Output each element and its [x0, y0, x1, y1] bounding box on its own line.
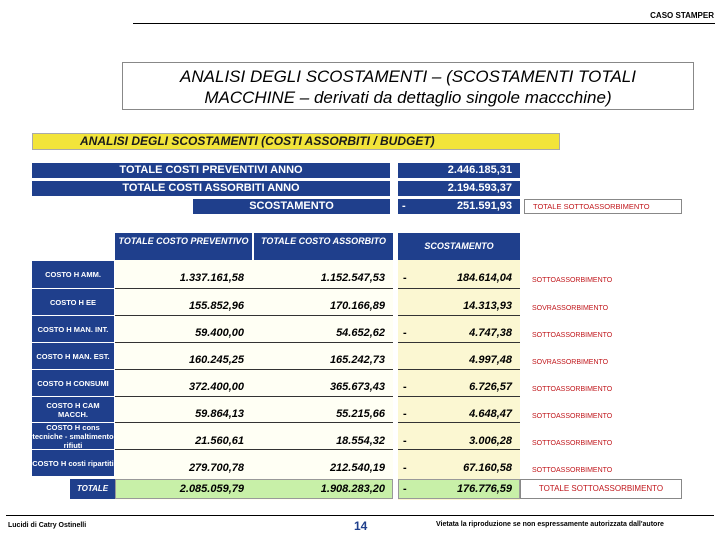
- row-label: COSTO H AMM.: [32, 261, 114, 288]
- row-divider: [115, 315, 393, 316]
- cell-assorbito: 170.166,89: [329, 300, 385, 312]
- row-divider: [115, 342, 393, 343]
- cell-assorbito: 1.152.547,53: [320, 272, 385, 284]
- col-header-preventivo: TOTALE COSTO PREVENTIVO: [115, 233, 252, 260]
- summary-scostamento-note: TOTALE SOTTOASSORBIMENTO: [524, 199, 682, 214]
- cell-scostamento: 14.313,93: [463, 300, 512, 312]
- cell-preventivo: 59.864,13: [195, 408, 244, 420]
- cell-sign: -: [403, 435, 407, 447]
- cell-preventivo: 160.245,25: [188, 354, 244, 366]
- cell-sign: -: [403, 327, 407, 339]
- footer-rule: [6, 515, 714, 516]
- cell-sign: -: [403, 408, 407, 420]
- cell-note: SOTTOASSORBIMENTO: [532, 467, 613, 474]
- cell-note: SOTTOASSORBIMENTO: [532, 332, 613, 339]
- cell-scostamento: 67.160,58: [463, 462, 512, 474]
- summary-scostamento-value-cell: [398, 199, 520, 214]
- row-divider: [398, 369, 520, 370]
- header-rule: [133, 23, 715, 24]
- cell-sign: -: [403, 272, 407, 284]
- cell-preventivo: 155.852,96: [188, 300, 244, 312]
- footer-author: Lucidi di Catry Ostinelli: [8, 522, 87, 529]
- col-header-assorbito: TOTALE COSTO ASSORBITO: [254, 233, 393, 260]
- row-divider: [398, 288, 520, 289]
- total-label: TOTALE: [70, 479, 115, 499]
- cell-scostamento: 4.997,48: [469, 354, 512, 366]
- cell-assorbito: 165.242,73: [329, 354, 385, 366]
- row-label: COSTO H EE: [32, 289, 114, 315]
- total-scostamento: 176.776,59: [456, 483, 512, 495]
- summary-assorbiti-value: 2.194.593,37: [398, 181, 520, 196]
- cell-sign: -: [403, 462, 407, 474]
- row-divider: [115, 369, 393, 370]
- cell-assorbito: 55.215,66: [336, 408, 385, 420]
- total-sign: -: [403, 483, 407, 495]
- summary-scostamento-label: SCOSTAMENTO: [193, 199, 390, 214]
- row-label: COSTO H MAN. INT.: [32, 316, 114, 342]
- footer-page-number: 14: [354, 519, 368, 533]
- cell-preventivo: 279.700,78: [188, 462, 244, 474]
- cell-preventivo: 1.337.161,58: [179, 272, 244, 284]
- row-label: COSTO H MAN. EST.: [32, 343, 114, 369]
- cell-scostamento: 6.726,57: [469, 381, 512, 393]
- cell-assorbito: 18.554,32: [336, 435, 385, 447]
- row-divider: [115, 288, 393, 289]
- cell-assorbito: 212.540,19: [329, 462, 385, 474]
- cell-note: SOTTOASSORBIMENTO: [532, 386, 613, 393]
- row-divider: [398, 342, 520, 343]
- row-divider: [398, 315, 520, 316]
- cell-assorbito: 54.652,62: [336, 327, 385, 339]
- cell-scostamento: 184.614,04: [456, 272, 512, 284]
- summary-scostamento-sign: -: [402, 200, 406, 212]
- cell-note: SOTTOASSORBIMENTO: [532, 413, 613, 420]
- cell-sign: -: [403, 381, 407, 393]
- slide-title: [122, 62, 694, 110]
- cell-note: SOVRASSORBIMENTO: [532, 359, 609, 366]
- cell-preventivo: 372.400,00: [188, 381, 244, 393]
- row-label: COSTO H cons tecniche - smaltimento rifiuti: [32, 422, 114, 450]
- row-divider: [398, 396, 520, 397]
- summary-scostamento-value: 251.591,93: [456, 200, 512, 212]
- cell-preventivo: 21.560,61: [195, 435, 244, 447]
- col-header-scostamento: SCOSTAMENTO: [398, 233, 520, 260]
- cell-preventivo: 59.400,00: [195, 327, 244, 339]
- row-label: COSTO H CAM MACCH.: [32, 397, 114, 422]
- row-label: COSTO H costi ripartiti: [32, 450, 114, 476]
- row-label: COSTO H CONSUMI: [32, 370, 114, 396]
- cell-scostamento: 4.648,47: [469, 408, 512, 420]
- cell-note: SOVRASSORBIMENTO: [532, 305, 609, 312]
- footer-copyright: Vietata la riproduzione se non espressamente autorizzata dall'autore: [436, 521, 664, 528]
- cell-assorbito: 365.673,43: [329, 381, 385, 393]
- title-line-2: MACCHINE – derivati da dettaglio singole maccchine): [204, 88, 612, 107]
- title-line-1: ANALISI DEGLI SCOSTAMENTI – (SCOSTAMENTI TOTALI: [180, 67, 636, 86]
- total-preventivo: 2.085.059,79: [179, 483, 244, 495]
- row-divider: [398, 422, 520, 423]
- row-divider: [115, 449, 393, 450]
- row-divider: [115, 396, 393, 397]
- cell-note: SOTTOASSORBIMENTO: [532, 440, 613, 447]
- cell-note: SOTTOASSORBIMENTO: [532, 277, 613, 284]
- total-note: TOTALE SOTTOASSORBIMENTO: [520, 479, 682, 499]
- header-caso: CASO STAMPER: [650, 11, 714, 20]
- row-divider: [398, 449, 520, 450]
- summary-preventivi-value: 2.446.185,31: [398, 163, 520, 178]
- row-divider: [115, 422, 393, 423]
- table-banner: ANALISI DEGLI SCOSTAMENTI (COSTI ASSORBITI / BUDGET): [32, 133, 560, 150]
- cell-scostamento: 4.747,38: [469, 327, 512, 339]
- summary-assorbiti-label: TOTALE COSTI ASSORBITI ANNO: [32, 181, 390, 196]
- summary-preventivi-label: TOTALE COSTI PREVENTIVI ANNO: [32, 163, 390, 178]
- total-assorbito: 1.908.283,20: [320, 483, 385, 495]
- cell-scostamento: 3.006,28: [469, 435, 512, 447]
